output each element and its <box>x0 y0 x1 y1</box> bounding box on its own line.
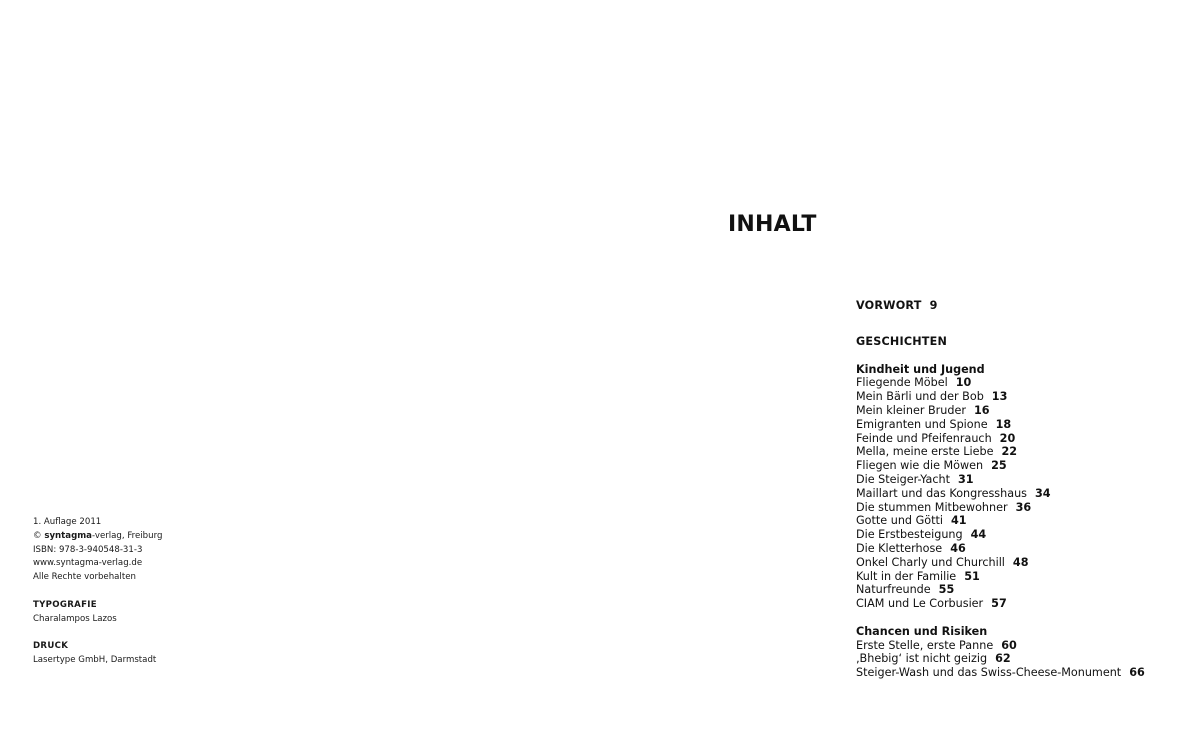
toc-entry <box>856 514 1186 528</box>
toc-entry-page: 44 <box>970 528 987 542</box>
toc-entry-page: 16 <box>973 403 990 417</box>
toc-entry-page: 55 <box>938 583 955 597</box>
toc-entry <box>856 376 1186 390</box>
toc-entry <box>856 404 1186 418</box>
toc-entry-page: 62 <box>995 652 1011 666</box>
imprint-publisher-suffix: -verlag, Freiburg <box>91 530 163 541</box>
toc-entry-page: 46 <box>950 541 966 555</box>
toc-entry-title: Die Erstbesteigung <box>856 528 963 542</box>
toc-entry <box>856 390 1186 404</box>
imprint-block <box>33 516 333 668</box>
toc-entry-page: 22 <box>1001 445 1018 459</box>
toc-entry <box>856 459 1186 473</box>
imprint-typography-heading: TYPOGRAFIE <box>33 599 97 610</box>
toc-entry-title: Feinde und Pfeifenrauch <box>856 431 992 445</box>
toc-entry-page: 36 <box>1015 500 1032 514</box>
page-title: INHALT <box>728 212 817 237</box>
imprint-publisher-brand: syntagma <box>44 530 92 541</box>
toc-entry-title: Steiger-Wash und das Swiss-Cheese-Monument <box>856 666 1122 680</box>
toc-entry-title: CIAM und Le Corbusier <box>856 597 984 611</box>
imprint-publisher <box>33 530 333 544</box>
toc-entry-title: Onkel Charly und Churchill <box>856 555 1005 569</box>
table-of-contents <box>856 299 1186 680</box>
imprint-print-name: Lasertype GmbH, Darmstadt <box>33 654 157 665</box>
imprint-typography-name: Charalampos Lazos <box>33 613 117 624</box>
imprint-print-heading: DRUCK <box>33 641 69 652</box>
toc-entry-title: Mein kleiner Bruder <box>856 403 966 417</box>
toc-part-heading: GESCHICHTEN <box>856 334 948 348</box>
toc-entry-title: Maillart und das Kongresshaus <box>856 486 1027 500</box>
toc-entry <box>856 487 1186 501</box>
toc-entry <box>856 570 1186 584</box>
toc-entry-page: 34 <box>1035 486 1051 500</box>
toc-entry-page: 31 <box>958 472 974 486</box>
toc-entry-title: Die stummen Mitbewohner <box>856 500 1008 514</box>
toc-foreword-page: 9 <box>929 299 938 312</box>
toc-entry-page: 10 <box>955 376 972 390</box>
toc-entry-page: 66 <box>1129 666 1145 680</box>
toc-entry <box>856 556 1186 570</box>
toc-entry <box>856 445 1186 459</box>
toc-entry-page: 41 <box>950 514 967 528</box>
imprint-publisher-prefix: © <box>33 530 45 541</box>
toc-chapter-heading: Kindheit und Jugend <box>856 362 985 376</box>
toc-chapter-heading: Chancen und Risiken <box>856 624 988 638</box>
toc-entry-page: 13 <box>991 390 1008 404</box>
toc-entry-page: 60 <box>1001 638 1017 652</box>
toc-entry <box>856 473 1186 487</box>
toc-entry <box>856 542 1186 556</box>
toc-entry <box>856 583 1186 597</box>
imprint-isbn: ISBN: 978-3-940548-31-3 <box>33 544 143 555</box>
toc-entry <box>856 418 1186 432</box>
toc-entry-title: Die Steiger-Yacht <box>856 472 950 486</box>
toc-entry-title: Fliegende Möbel <box>856 376 948 390</box>
toc-entry <box>856 501 1186 515</box>
imprint-website: www.syntagma-verlag.de <box>33 558 143 569</box>
toc-entry-page: 48 <box>1012 555 1029 569</box>
toc-entry-page: 51 <box>964 569 980 583</box>
toc-entry-page: 25 <box>991 459 1007 473</box>
toc-entry <box>856 528 1186 542</box>
toc-entry-title: Gotte und Götti <box>856 514 943 528</box>
imprint-edition: 1. Auflage 2011 <box>33 517 102 527</box>
toc-entry-page: 20 <box>999 431 1016 445</box>
toc-entry <box>856 432 1186 446</box>
toc-entry-title: Fliegen wie die Möwen <box>856 459 984 473</box>
toc-entry-title: Emigranten und Spione <box>856 417 988 431</box>
toc-entry-title: Mella, meine erste Liebe <box>856 445 994 459</box>
toc-entry <box>856 666 1186 680</box>
toc-entry <box>856 597 1186 611</box>
toc-entry-title: Naturfreunde <box>856 583 931 597</box>
toc-entry-title: Mein Bärli und der Bob <box>856 390 984 404</box>
imprint-rights: Alle Rechte vorbehalten <box>33 572 136 583</box>
toc-entry <box>856 652 1186 666</box>
toc-entry-page: 57 <box>991 597 1007 611</box>
toc-entry-title: ‚Bhebig‘ ist nicht geizig <box>856 652 988 666</box>
toc-entry-title: Die Kletterhose <box>856 541 943 555</box>
toc-entry-title: Kult in der Familie <box>856 569 957 583</box>
toc-foreword-label: VORWORT <box>856 299 922 312</box>
toc-entry-title: Erste Stelle, erste Panne <box>856 638 994 652</box>
toc-entry <box>856 639 1186 653</box>
toc-foreword <box>856 299 1186 313</box>
toc-entry-page: 18 <box>995 417 1012 431</box>
